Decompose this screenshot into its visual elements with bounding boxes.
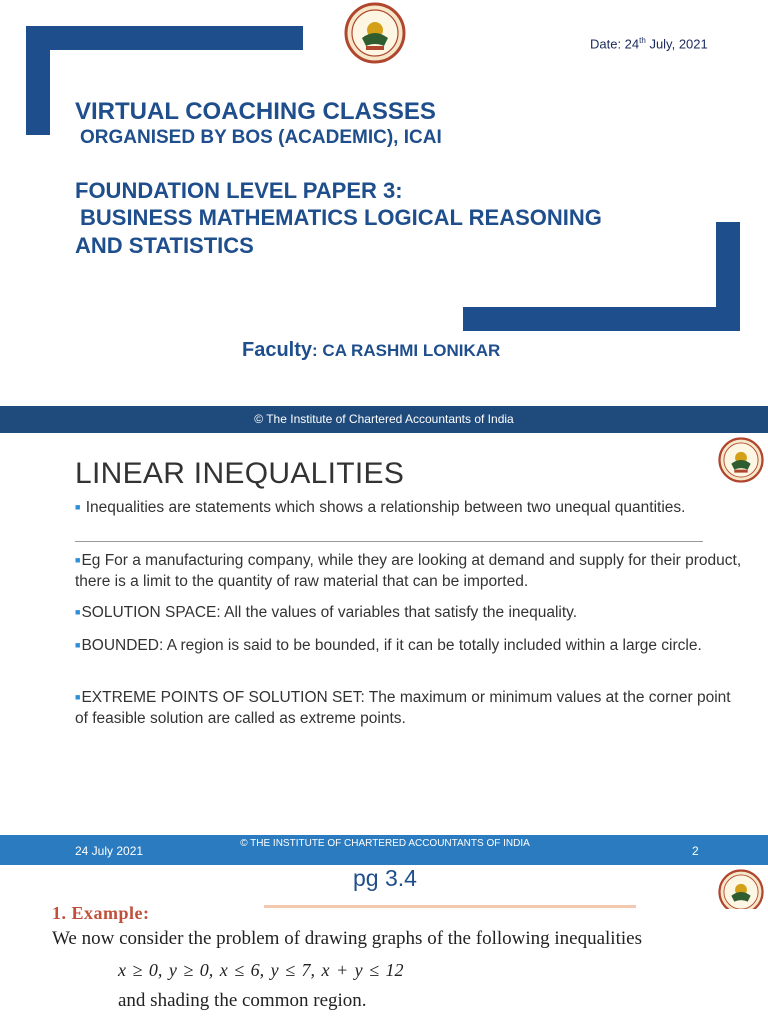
example-text-line-1: We now consider the problem of drawing graphs of the following inequalities xyxy=(52,928,642,949)
bullet-square-icon: ■ xyxy=(75,692,81,702)
footer-date: 24 July 2021 xyxy=(75,844,144,858)
icai-logo-icon xyxy=(344,2,406,64)
example-slide xyxy=(0,865,768,1024)
frame-bar-bottom xyxy=(463,307,740,331)
bullet-square-icon: ■ xyxy=(75,640,81,650)
page-reference-underline xyxy=(264,905,636,908)
bullet-point-4: ■BOUNDED: A region is said to be bounded, if it can be totally included within a large circle. xyxy=(75,637,702,654)
divider-line xyxy=(75,541,703,542)
faculty-line xyxy=(242,339,500,362)
bullet-square-icon: ■ xyxy=(75,502,81,512)
footer-copyright: © THE INSTITUTE OF CHARTERED ACCOUNTANTS OF INDIA xyxy=(240,838,530,849)
bullet-point-2: ■Eg For a manufacturing company, while they are looking at demand and supply for their product, there is a limit to the quantity of raw material that can be imported. xyxy=(75,552,742,590)
example-inequalities: x ≥ 0, y ≥ 0, x ≤ 6, y ≤ 7, x + y ≤ 12 xyxy=(118,960,404,980)
title-line-1: VIRTUAL COACHING CLASSES xyxy=(75,98,436,125)
frame-bar-left xyxy=(26,26,50,135)
bullet-square-icon: ■ xyxy=(75,555,81,565)
slide2-footer xyxy=(0,835,768,865)
paper-line-2: BUSINESS MATHEMATICS LOGICAL REASONING xyxy=(80,205,602,230)
slide1-footer: © The Institute of Chartered Accountants of India xyxy=(0,406,768,433)
bullet-point-5: ■EXTREME POINTS OF SOLUTION SET: The maximum or minimum values at the corner point of feasible solution are called as extreme points. xyxy=(75,689,731,727)
title-line-2: ORGANISED BY BOS (ACADEMIC), ICAI xyxy=(80,127,442,148)
date-label: Date: 24th July, 2021 xyxy=(590,36,708,52)
footer-page-number: 2 xyxy=(692,844,699,858)
example-title: 1. Example: xyxy=(52,903,150,923)
bullet-point-1: ■ Inequalities are statements which shows a relationship between two unequal quantities. xyxy=(75,499,686,516)
icai-logo-icon xyxy=(718,437,764,483)
frame-bar-top xyxy=(26,26,303,50)
icai-logo-icon xyxy=(718,869,764,909)
faculty-name: : CA RASHMI LONIKAR xyxy=(312,341,501,360)
content-slide xyxy=(0,433,768,835)
bullet-square-icon: ■ xyxy=(75,607,81,617)
example-text-line-2: and shading the common region. xyxy=(118,990,367,1011)
bullet-point-3: ■SOLUTION SPACE: All the values of variables that satisfy the inequality. xyxy=(75,604,578,621)
page-reference: pg 3.4 xyxy=(353,865,417,891)
slide-heading: LINEAR INEQUALITIES xyxy=(75,457,405,490)
faculty-label: Faculty xyxy=(242,339,313,361)
title-slide xyxy=(0,0,768,406)
paper-line-3: AND STATISTICS xyxy=(75,233,254,258)
paper-line-1: FOUNDATION LEVEL PAPER 3: xyxy=(75,178,403,203)
